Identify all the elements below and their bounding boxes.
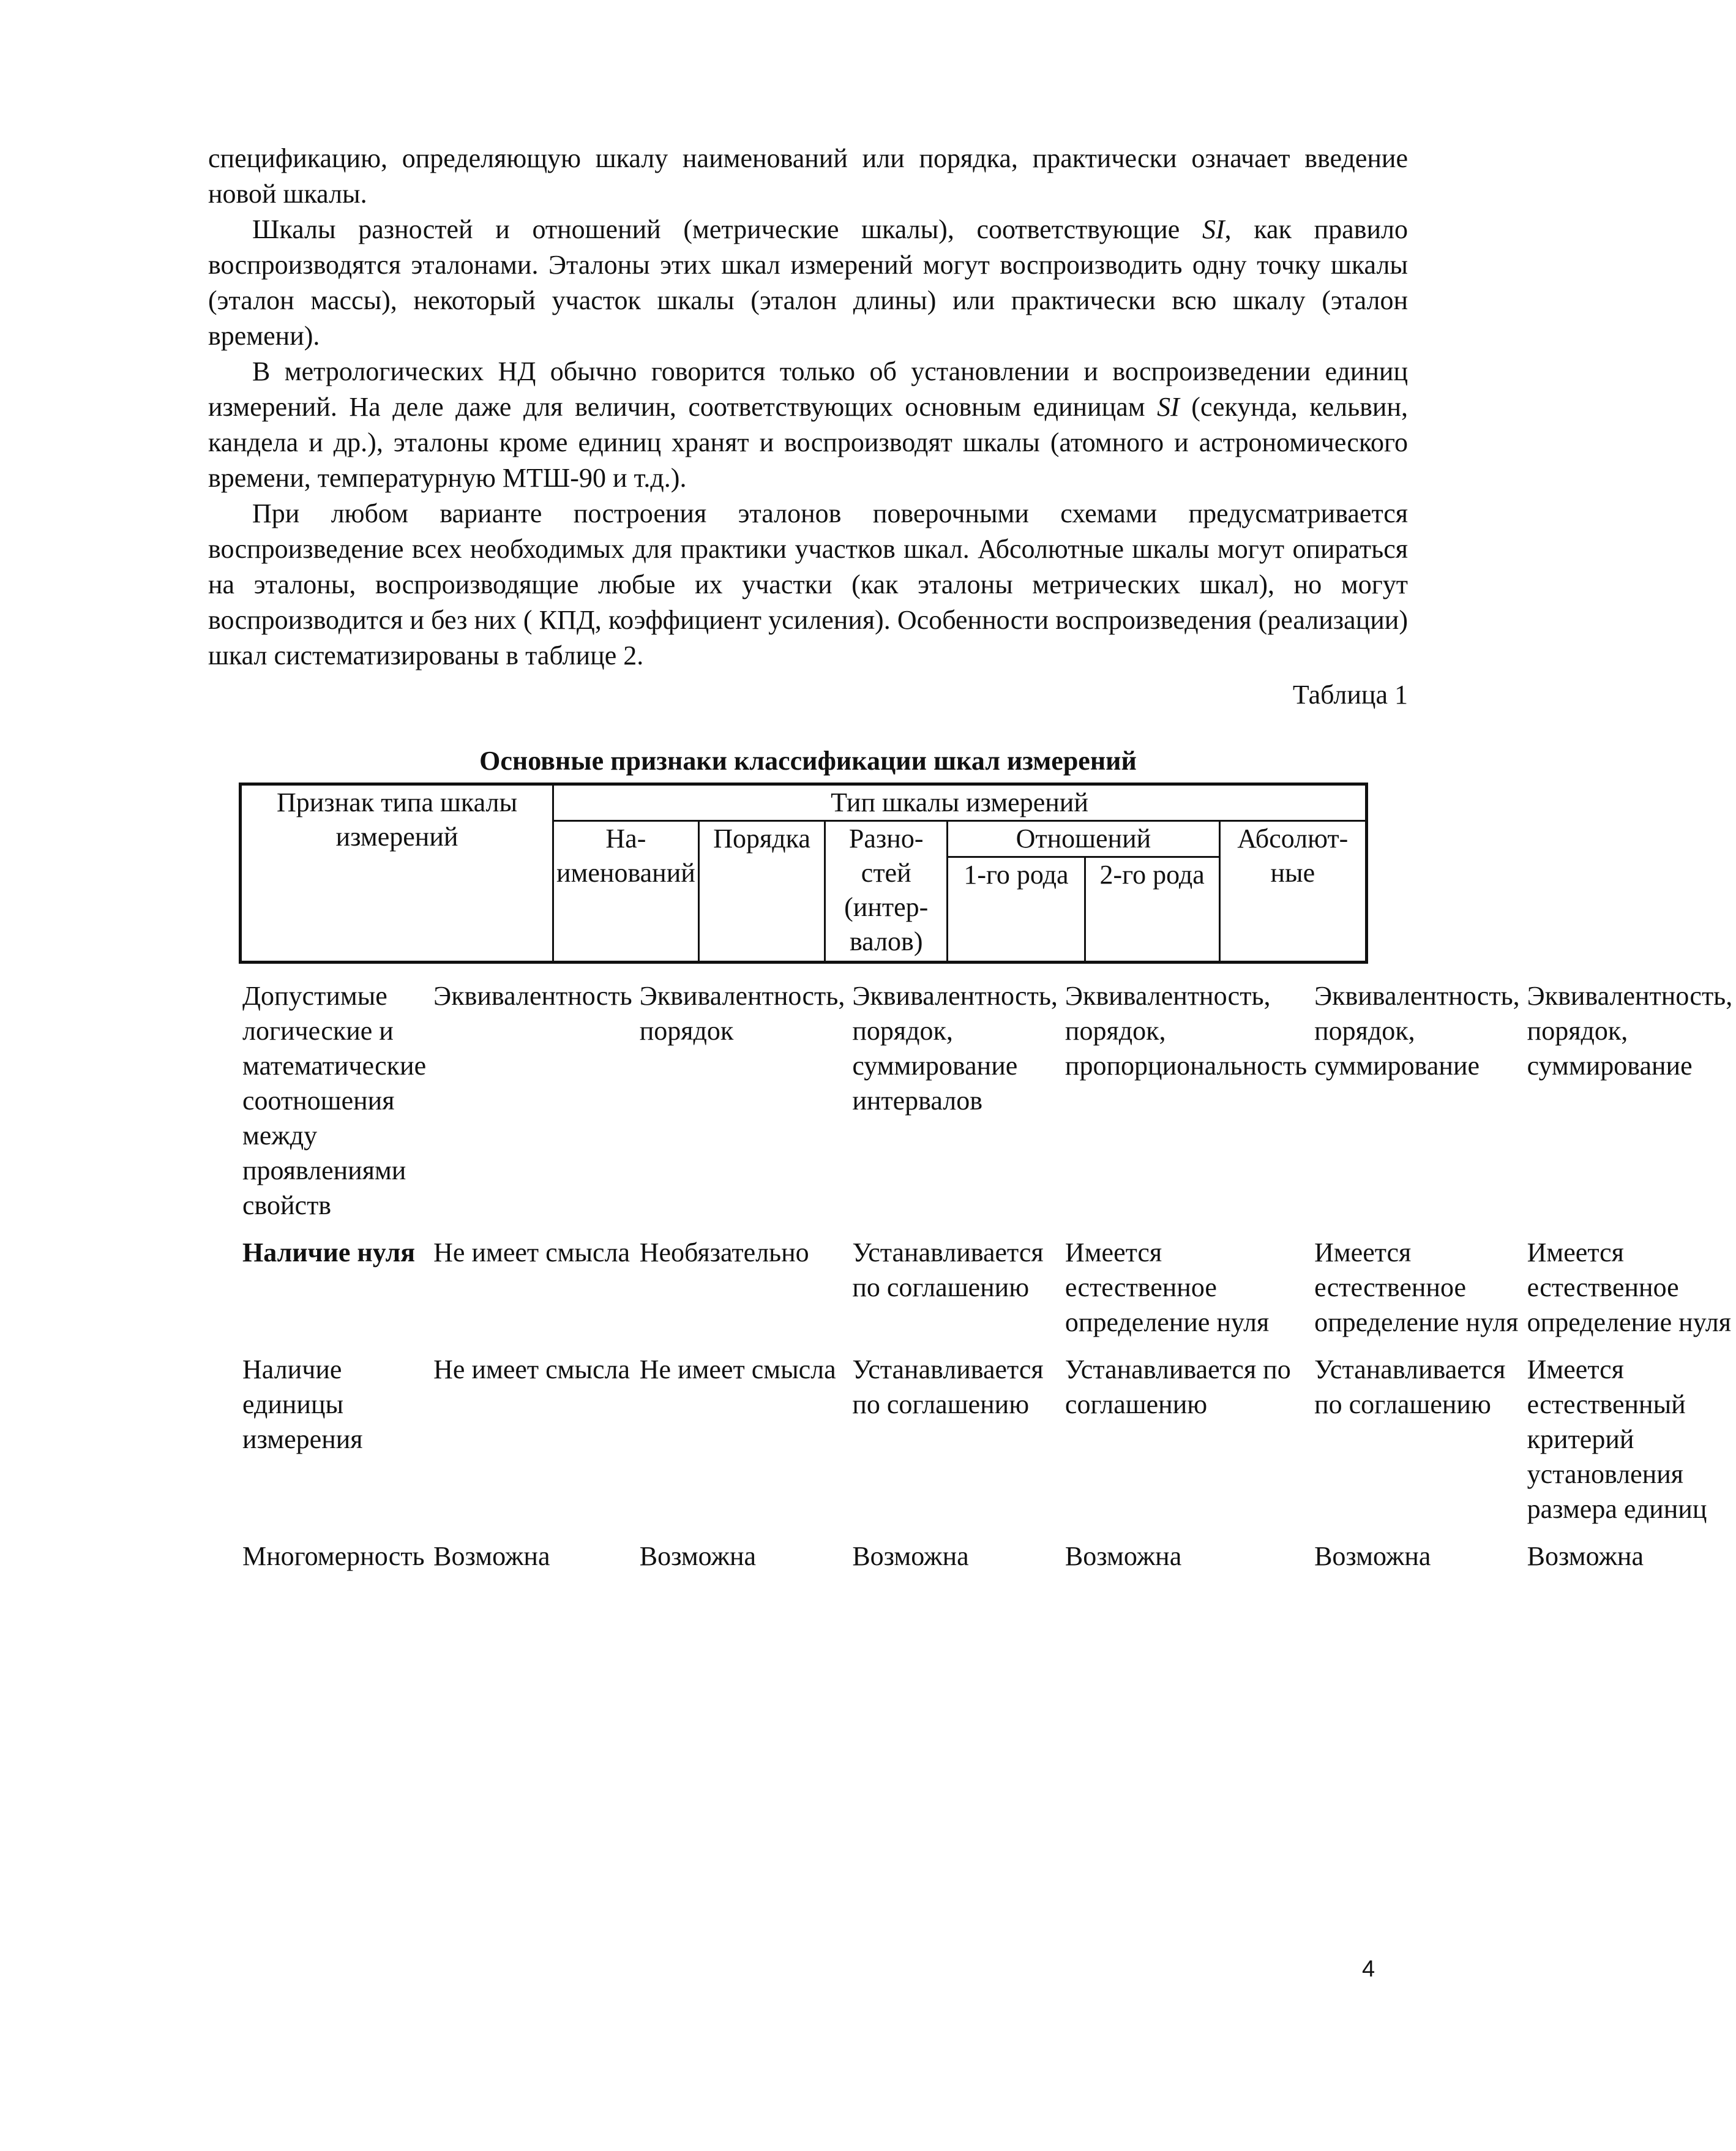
row-cell: Не имеет смысла [433, 1354, 630, 1384]
table-title: Основные признаки классификации шкал измерений [479, 746, 1137, 776]
table-row [239, 978, 1736, 1223]
paragraph-2: Шкалы разностей и отношений (метрические шкалы), соответствующие SI, как правило воспроизводятся эталонами. Эталоны этих шкал измерений могут воспроизводить одну точку шкалы (эталон массы), некоторый участок шкалы (эталон длины) или практически всю шкалу (эталон времени). [208, 214, 1408, 351]
row-cell: Не имеет смысла [433, 1237, 630, 1267]
header-feature: Признак типа шкалы измерений [241, 784, 553, 963]
row-cell: Возможна [639, 1541, 757, 1571]
table-row [239, 1526, 1736, 1574]
row-feature: Допустимые логические и математические соотношения между проявлениями свойств [242, 981, 427, 1220]
row-cell: Устанавливается по соглашению [1314, 1354, 1506, 1419]
row-cell: Имеется естественное определение нуля [1527, 1237, 1731, 1337]
row-cell: Эквивалентность [433, 981, 632, 1011]
row-cell: Возможна [852, 1541, 969, 1571]
row-cell: Не имеет смысла [639, 1354, 836, 1384]
row-feature: Наличие нуля [242, 1237, 416, 1267]
paragraph-3: В метрологических НД обычно говорится только об установлении и воспроизведении единиц измерений. На деле даже для величин, соответствующих основным единицам SI (секунда, кельвин, кандела и др.), эталоны кроме единиц хранят и воспроизводят шкалы (атомного и астрономического времени, температурную МТШ-90 и т.д.). [208, 356, 1409, 493]
header-ratio-2: 2-го рода [1085, 857, 1219, 963]
header-absolute: Абсолют-ные [1219, 821, 1366, 963]
row-feature: Наличие единицы измерения [242, 1354, 363, 1454]
table-row [239, 1340, 1736, 1526]
row-cell: Эквивалентность, порядок, суммирование [1527, 981, 1733, 1081]
table-body [239, 978, 1736, 1574]
header-ratio-1: 1-го рода [948, 857, 1085, 963]
row-cell: Устанавливается по соглашению [852, 1354, 1044, 1419]
row-cell: Имеется естественный критерий установления размера единиц [1527, 1354, 1707, 1524]
row-cell: Устанавливается по соглашению [1064, 1354, 1291, 1419]
header-diff: Разно-стей (интер-валов) [825, 821, 948, 963]
paragraph-4: При любом варианте построения эталонов поверочными схемами предусматривается воспроизведение всех необходимых для практики участков шкал. Абсолютные шкалы могут опираться на эталоны, воспроизводящие любые их участки (как эталоны метрических шкал), но могут воспроизводится и без них ( КПД, коэффициент усиления). Особенности воспроизведения (реализации) шкал систематизированы в таблице 2. [208, 498, 1408, 670]
document-page [208, 141, 1733, 1574]
table-caption: Таблица 1 [1292, 680, 1408, 710]
row-cell: Эквивалентность, порядок, суммирование [1314, 981, 1520, 1081]
row-cell: Устанавливается по соглашению [852, 1237, 1044, 1302]
row-cell: Необязательно [639, 1237, 809, 1267]
row-cell: Возможна [1527, 1541, 1644, 1571]
page-number: 4 [1362, 1956, 1375, 1982]
row-cell: Имеется естественное определение нуля [1314, 1237, 1519, 1337]
table-row [239, 1223, 1736, 1340]
row-cell: Возможна [1314, 1541, 1431, 1571]
row-feature: Многомерность [242, 1541, 425, 1571]
row-cell: Возможна [1064, 1541, 1182, 1571]
header-order: Порядка [698, 821, 825, 963]
row-cell: Эквивалентность, порядок, суммирование интервалов [852, 981, 1058, 1116]
row-cell: Имеется естественное определение нуля [1064, 1237, 1270, 1337]
header-ratio: Отношений [948, 821, 1219, 857]
table-header [239, 783, 1368, 964]
paragraph-1: спецификацию, определяющую шкалу наименований или порядка, практически означает введение новой шкалы. [208, 143, 1408, 209]
header-group: Тип шкалы измерений [553, 784, 1366, 821]
row-cell: Возможна [433, 1541, 550, 1571]
header-names: На-именований [553, 821, 698, 963]
row-cell: Эквивалентность, порядок, пропорциональность [1064, 981, 1308, 1081]
row-cell: Эквивалентность, порядок [639, 981, 845, 1046]
